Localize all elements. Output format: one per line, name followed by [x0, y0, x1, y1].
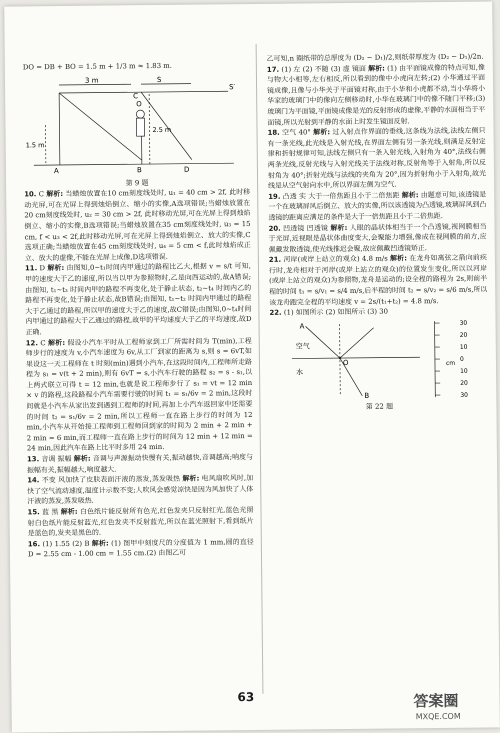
- fig22-water: 水: [296, 368, 304, 377]
- fig9-b: B: [136, 165, 142, 174]
- q11: [25, 261, 252, 338]
- ruler-tick-label: 20: [460, 379, 468, 387]
- q12-tag: 解析:: [48, 338, 66, 347]
- q20-number: 20.: [268, 224, 281, 233]
- q11-tag: 解析:: [47, 264, 65, 273]
- answer-page: [4, 1, 500, 732]
- fig9-25m: 2.5 m: [152, 125, 172, 134]
- q10: [24, 187, 251, 264]
- q18-tag: 解析:: [313, 128, 331, 137]
- q18-text: 过入射点作界面的垂线,这条线为法线,法线左侧只有一条光线,此光线是入射光线,在界面左侧有另一条光线,则满足反射定律和折射规律可知,法线左侧只有一条入射光线,入射角为 40°,法线右侧两条光线,反射光线与入射光线关于法线对称,反射角等于入射角,所以反射角为 40°;折射光线与法线的夹角为 20°,因为折射角小于入射角,故光线是从空气射向水中,所以界面左侧为空气.: [267, 126, 487, 190]
- fig9-s: S: [156, 75, 162, 84]
- ruler-tick-label: 30: [459, 319, 468, 327]
- q11-text: 由图知,0~t₁时间内甲通过的路程比乙大,根据 v = s/t 可知,甲的速度大于乙的速度,所以当以甲为参照物时,乙是向西运动的,故A错误;由图知, t₁~t₃ 时间内甲的路程不再变化,处于静止状态, t₂~t₄ 时间内乙的路程不再变化,处于静止状态,故B错误;由图知, t₁~t₂ 时间内甲通过的路程大于乙通过的路程,所以甲的速度大于乙的速度,故C错误;由图知,0~t₄时间内甲通过的路程大于乙通过的路程,故甲的平均速度大于乙的平均速度,故D正确.: [25, 262, 252, 337]
- site-watermark-logo: [411, 685, 493, 724]
- left-column: [22, 4, 254, 560]
- q14-answer: 不变 风加快了皮肤表面汗液的蒸发,蒸发吸热: [41, 474, 181, 485]
- q13-answer: 音调 振幅: [41, 454, 72, 464]
- q20-text: 人眼的晶状体相当于一个凸透镜,视网膜相当于光屏,近视眼是晶状体曲度变大,会聚能力增强,像成在视网膜的前方,应佩戴发散透镜,使光线推迟会聚,故应佩戴凹透镜矫正.: [268, 222, 487, 254]
- q16-number: 16.: [27, 540, 41, 549]
- q13-number: 13.: [26, 455, 40, 464]
- ground-line: [34, 163, 234, 165]
- water-surface-line: [292, 357, 420, 358]
- q17-answer: (1) 左 (2) 不随 (3) 虚 镜面: [281, 64, 366, 74]
- q14: [27, 473, 253, 507]
- q21-tag: 解析:: [390, 254, 408, 263]
- fig9-sprime: S′: [229, 82, 236, 91]
- q13: [27, 452, 253, 476]
- watermark-line1: 答案圈: [413, 691, 459, 711]
- q14-number: 14.: [27, 476, 40, 485]
- ray-line-top: [59, 91, 228, 93]
- q12-text: 假设小汽车平时从工程师家到工厂所需时间为 T(min),工程师步行的速度为 v,小汽车速度为 6v,从工厂到家的距离为 s,则 s = 6vT,如果设这一天工程师在 t 时刻(min)遇到小汽车,在这段时间内,工程师所走路程为 s₁ = v(t + 2 min),则有 6vT = s,小汽车行驶的路程 s₂ = s - s₁,以上两式联立可得 t = 12 min,也就是说工程师步行了 s₁ = vt = 12 min × v 的路程,这段路程小汽车需要行驶的时间 t₁ = s₁/6v = 2 min,这段时间就是小汽车从家出发到遇到工程师的时间,再加上小汽车返回家中还需要的时间 t₂ = s₁/6v = 2 min,所以工程师一直在路上步行的时间为 12 min,小汽车从开始接工程师到工程师回到家的时间为 2 min + 2 min + 2 min = 6 min,而工程师一直在路上步行的时间为 12 min + 12 min = 24 min,因此汽车在路上比平时多用 24 min.: [25, 336, 253, 453]
- figure-22-diagram: [269, 316, 488, 402]
- q20-answer: 凹透镜 凹透镜: [283, 223, 329, 233]
- q16: [28, 537, 254, 561]
- reflected-ray: [340, 328, 374, 358]
- q15-text: 白色纸片能反射所有色光,红色发夹只反射红光,蓝色光照射白色纸片能反射蓝光,红色发夹不反射蓝光,所以在蓝光照射下,看到纸片是蓝色的,发夹是黑色的.: [27, 505, 254, 538]
- figure-9-caption: 第 9 题: [125, 178, 149, 187]
- fig9-o: O: [136, 99, 142, 108]
- q15-number: 15.: [27, 508, 40, 517]
- q19: [268, 189, 486, 223]
- q22-number: 22.: [269, 308, 282, 318]
- q18: [267, 126, 486, 192]
- q21-text: 在龙舟如离弦之箭向前疾行时,龙舟相对于河岸(或岸上站立的观众)的位置发生变化,所以以河岸(或岸上站立的观众)为参照物,龙舟是运动的;设全程的路程为 2s,则前半程的时间 t₁ = s/v₁ = s/4 m/s,后半程的时间 t₂ = s/v₂ = s/6 m/s,所以该龙舟跑完全程的平均速度 v = 2s/(t₁+t₂) = 4.8 m/s.: [268, 253, 488, 307]
- q12: [26, 336, 253, 455]
- q20-tag: 解析:: [330, 223, 348, 232]
- figure-9: [23, 71, 250, 179]
- figure-22: [269, 316, 488, 402]
- q11-answer: D: [39, 264, 46, 273]
- q14-tag: 解析:: [182, 474, 200, 483]
- fig22-a: A: [299, 322, 305, 331]
- q17-number: 17.: [266, 65, 280, 74]
- q12-answer: C: [40, 338, 46, 347]
- q16-answer: (1) 1.55 (2) B: [42, 539, 90, 548]
- figure-22-caption: 第 22 题: [365, 402, 394, 411]
- q12-number: 12.: [25, 338, 38, 347]
- q19-number: 19.: [268, 192, 281, 201]
- q18-number: 18.: [267, 128, 280, 137]
- ruler-tick-label: 0: [459, 355, 464, 363]
- ruler-tick-label: 10: [460, 367, 468, 375]
- q10-number: 10.: [24, 190, 37, 199]
- incident-ray: [306, 326, 340, 358]
- q22-answer: (1) 如图所示 (2) 如图所示 (3) 30: [283, 307, 389, 317]
- fig22-air: 空气: [295, 342, 310, 351]
- q17-tag: 解析:: [368, 64, 385, 73]
- q10-text: 当蜡烛放置在10 cm刻度线处时, u₁ = 40 cm > 2f, 此时移动光屏,可在光屏上得到烛焰倒立、缩小的实像,A选项错误;当蜡烛放置在20 cm刻度线处时, u₂ = 30 cm > 2f, 此时移动光屏,可在光屏上得到烛焰倒立、缩小的实像,B选项错误;当蜡烛放置在35 cm刻度线处时, u₃ = 15 cm, f < u₃ < 2f,此时移动光屏,可在光屏上得到烛焰倒立、放大的实像,C选项正确;当蜡烛放置在45 cm刻度线处时, u₄ = 5 cm < f,此时烛焰成正立、放大的虚像,不能在光屏上成像,D选项错误.: [24, 188, 251, 263]
- person-body-icon: [136, 118, 144, 136]
- ruler-tick-label: 10: [459, 343, 468, 351]
- q13-tag: 解析:: [73, 454, 91, 463]
- q15-answer: 蓝 黑: [42, 508, 59, 517]
- dim-s-line: [141, 83, 191, 84]
- fig22-b: B: [364, 391, 370, 400]
- fig9-15m: 1.5 m: [25, 140, 45, 149]
- fig22-cm: cm: [445, 359, 456, 367]
- q20: [268, 221, 486, 255]
- q15: [27, 505, 253, 539]
- ray-line-diag: [59, 92, 142, 161]
- q19-text: 由题意可知,该透镜是一个在玻璃屏风后倒立、放大的实像,所以该透镜为凸透镜,玻璃屏风到凸透镜的距离应满足的条件是大于一倍焦距且小于二倍焦距.: [268, 190, 487, 222]
- q19-tag: 解析:: [401, 190, 419, 200]
- q14-text: 电风扇吹风时,加快了空气流动速度,温度计示数不变;人吹风会感觉凉快是因为风加快了人体汗液的蒸发,蒸发吸热.: [27, 474, 254, 506]
- q10-tag: 解析:: [46, 190, 64, 199]
- fig22-o: O: [342, 358, 349, 367]
- right-column: [266, 2, 488, 414]
- q15-tag: 解析:: [60, 507, 78, 517]
- q17: [267, 62, 486, 128]
- watermark-line2: MXQE.COM: [415, 711, 461, 722]
- ruler-tick-label: 30: [460, 391, 468, 399]
- figure-9-diagram: [23, 71, 250, 179]
- fig9-c: C: [133, 91, 139, 100]
- person-head-icon: [136, 110, 144, 118]
- fig9-a: A: [53, 166, 59, 175]
- q16-tag: 解析:: [91, 539, 109, 548]
- q21: [269, 253, 488, 308]
- q19-answer: 凸透 实 大于一倍焦距且小于二倍焦距: [282, 191, 400, 201]
- fig9-d: D: [183, 165, 190, 174]
- q21-answer: 河岸(或岸上站立的观众) 4.8 m/s: [283, 254, 388, 264]
- fig9-3m: 3 m: [84, 76, 99, 85]
- q10-answer: C: [38, 190, 45, 199]
- normal-line: [340, 324, 341, 396]
- pole-left: [59, 93, 60, 165]
- ruler-tick-label: 20: [459, 331, 468, 339]
- q18-answer: 空气 40°: [282, 128, 311, 137]
- q16-text: (1) 图甲中刻度尺的分度值为 1 mm,圆的直径 D = 2.55 cm - 1.00 cm = 1.55 cm.(2) 由图乙可: [27, 537, 254, 559]
- continued-line: DO = DB + BO = 1.5 m + 1/3 m ≈ 1.83 m.: [22, 61, 173, 72]
- q17-text: (1) 由平面镜成像的特点可知,像与物大小相等,左右相反,所以看到的像中小虎向左转;(2) 小华通过平面镜成像,且像与小华关于平面镜对称,由于小华和小虎都不动,当小华将小华家的玻璃门中的像向左侧移动时,小华在玻璃门中的像不随门平移;(3) 玻璃门为平面镜,平面镜成像是光的反射形成的虚像,平静的水面相当于平面镜,所以光射到平静的水面上时发生镜面反射.: [266, 63, 486, 127]
- q11-number: 11.: [24, 264, 38, 273]
- column-divider: [256, 44, 264, 694]
- continued-line-right: 乙可知,n 圈纸带的总厚度为 (D₂ − D₁)/2,则纸带厚度为 (D₂ − D₁)/2n.: [266, 52, 484, 63]
- q13-text: 音调与声源振动快慢有关,振动越快,音调越高;响度与振幅有关,振幅越大,响度越大.: [27, 453, 253, 474]
- page-number: 63: [237, 689, 255, 705]
- q21-number: 21.: [268, 255, 282, 265]
- dim-25m: [149, 94, 150, 164]
